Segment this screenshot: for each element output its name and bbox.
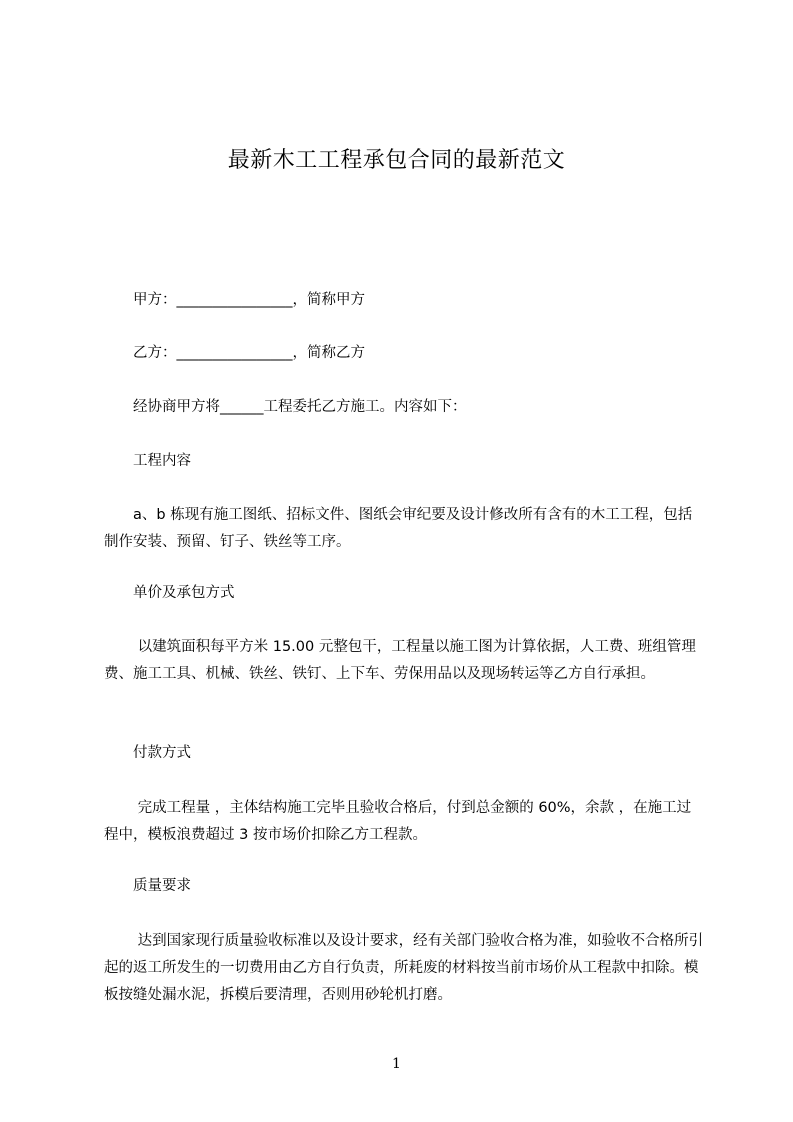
quality-text: 达到国家现行质量验收标准以及设计要求，经有关部门验收合格为准，如验收不合格所引起的返工所发生的一切费用由乙方自行负责，所耗废的材料按当前市场价从工程款中扣除。模板按缝处漏水泥，拆模后要清理，否则用砂轮机打磨。 [104,933,704,1003]
section-heading-work-content: 工程内容 [104,453,191,469]
section-heading-unit-price: 单价及承包方式 [104,585,235,601]
party-a-line: 甲方：________________，简称甲方 [104,292,365,308]
document-title: 最新木工工程承包合同的最新范文 [227,148,566,173]
payment-text: 完成工程量 ，主体结构施工完毕且验收合格后，付到总金额的 60%，余款 ，在施工过程中，模板浪费超过 3 按市场价扣除乙方工程款。 [104,800,692,843]
party-b-line: 乙方：________________，简称乙方 [104,345,365,361]
agreement-intro: 经协商甲方将______工程委托乙方施工。内容如下： [104,399,467,415]
section-heading-payment: 付款方式 [104,745,191,761]
section-heading-quality: 质量要求 [104,878,191,894]
unit-price-text: 以建筑面积每平方米 15.00 元整包干，工程量以施工图为计算依据，人工费、班组管理费、施工工具、机械、铁丝、铁钉、上下车、劳保用品以及现场转运等乙方自行承担。 [104,639,696,682]
work-content-text: a、b 栋现有施工图纸、招标文件、图纸会审纪要及设计修改所有含有的木工工程，包括制作安装、预留、钉子、铁丝等工序。 [104,507,693,550]
page-number: 1 [392,1056,401,1072]
